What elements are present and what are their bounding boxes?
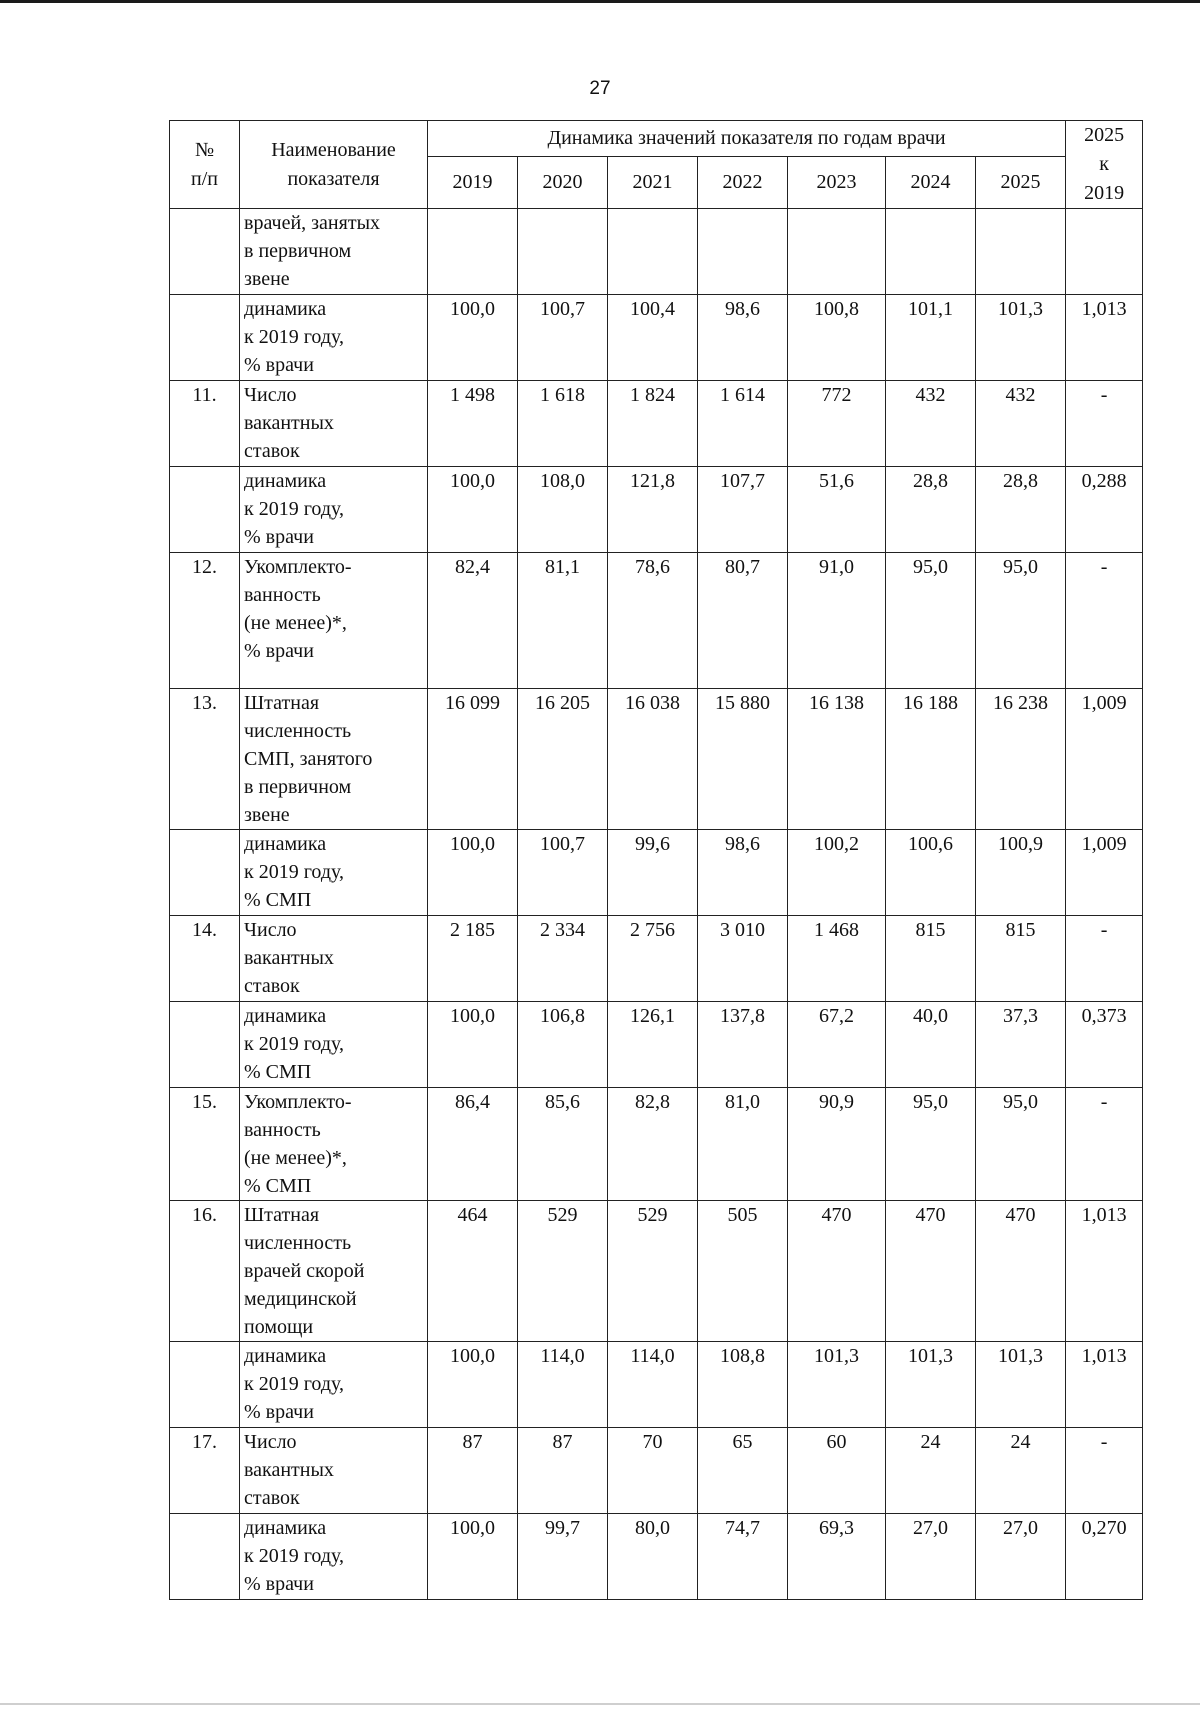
year-value: 432 [976,381,1066,467]
year-value: 95,0 [886,1088,976,1201]
year-value: 100,0 [428,295,518,381]
ratio-value [1066,209,1143,295]
year-value: 1 498 [428,381,518,467]
year-value: 100,4 [608,295,698,381]
indicator-name-line: Число [244,384,297,406]
year-value: 100,8 [788,295,886,381]
indicator-name [240,830,428,916]
year-value: 15 880 [698,689,788,830]
year-value: 470 [886,1201,976,1342]
page-top-rule [0,0,1200,3]
indicator-name [240,467,428,553]
indicator-name-line: динамика [244,470,327,492]
year-value: 82,4 [428,553,518,689]
year-value: 100,0 [428,1514,518,1600]
indicator-table [169,120,1143,1600]
year-value: 126,1 [608,1002,698,1088]
ratio-value: - [1066,916,1143,1002]
table-row [170,689,1143,830]
table-row [170,830,1143,916]
indicator-name-line: динамика [244,833,327,855]
indicator-name-line: к 2019 году, [244,1545,345,1567]
year-value: 470 [976,1201,1066,1342]
indicator-name [240,1428,428,1514]
indicator-name-line: Штатная [244,692,320,714]
ratio-value: 0,270 [1066,1514,1143,1600]
header-year: 2019 [428,157,518,209]
indicator-name [240,1088,428,1201]
header-name-col: Наименование показателя [240,121,428,209]
indicator-name [240,381,428,467]
year-value: 100,0 [428,467,518,553]
year-value: 101,3 [976,1342,1066,1428]
table-row [170,467,1143,553]
table-row [170,1428,1143,1514]
year-value: 87 [428,1428,518,1514]
year-value: 28,8 [976,467,1066,553]
year-value: 101,1 [886,295,976,381]
indicator-name-line: вакантных [244,947,334,969]
indicator-name-line: звене [244,804,290,826]
year-value: 78,6 [608,553,698,689]
indicator-name-line: динамика [244,298,327,320]
year-value: 106,8 [518,1002,608,1088]
page-number: 27 [589,78,611,99]
year-value: 101,3 [886,1342,976,1428]
year-value: 99,7 [518,1514,608,1600]
indicator-name-line: численность [244,1232,352,1254]
year-value: 529 [608,1201,698,1342]
year-value: 91,0 [788,553,886,689]
ratio-value: 1,013 [1066,1342,1143,1428]
year-value: 107,7 [698,467,788,553]
indicator-name-line: % СМП [244,889,312,911]
indicator-name-line: в первичном [244,240,352,262]
indicator-name-line: ставок [244,1487,300,1509]
year-value: 98,6 [698,830,788,916]
indicator-name-line: динамика [244,1345,327,1367]
year-value: 101,3 [788,1342,886,1428]
row-number: 15. [170,1088,240,1201]
year-value: 85,6 [518,1088,608,1201]
header-year: 2022 [698,157,788,209]
year-value [886,209,976,295]
year-value: 100,2 [788,830,886,916]
indicator-name [240,1342,428,1428]
indicator-name-line: врачей скорой [244,1260,365,1282]
row-number: 11. [170,381,240,467]
ratio-value: - [1066,381,1143,467]
year-value: 2 756 [608,916,698,1002]
year-value: 3 010 [698,916,788,1002]
year-value: 67,2 [788,1002,886,1088]
year-value: 100,0 [428,830,518,916]
table-row [170,1342,1143,1428]
year-value: 100,0 [428,1002,518,1088]
indicator-name-line: динамика [244,1005,327,1027]
year-value: 1 468 [788,916,886,1002]
year-value: 1 614 [698,381,788,467]
indicator-name [240,1514,428,1600]
row-number [170,830,240,916]
table-header [170,121,1143,209]
year-value: 100,7 [518,830,608,916]
year-value: 16 188 [886,689,976,830]
year-value: 81,0 [698,1088,788,1201]
year-value: 28,8 [886,467,976,553]
year-value: 1 824 [608,381,698,467]
year-value: 2 334 [518,916,608,1002]
year-value: 24 [976,1428,1066,1514]
year-value: 24 [886,1428,976,1514]
year-value: 95,0 [976,1088,1066,1201]
indicator-name-line: Укомплекто- [244,556,352,578]
table-row [170,916,1143,1002]
year-value: 2 185 [428,916,518,1002]
indicator-name-line: к 2019 году, [244,1373,345,1395]
header-year: 2025 [976,157,1066,209]
indicator-name-line: помощи [244,1316,314,1338]
year-value: 16 205 [518,689,608,830]
indicator-name [240,1201,428,1342]
indicator-name-line: (не менее)*, [244,1147,347,1169]
year-value: 80,7 [698,553,788,689]
header-year: 2020 [518,157,608,209]
year-value: 82,8 [608,1088,698,1201]
year-value: 101,3 [976,295,1066,381]
indicator-name-line: (не менее)*, [244,612,347,634]
header-ratio-col: 2025 к 2019 [1066,121,1143,209]
year-value: 529 [518,1201,608,1342]
indicator-name-line: % СМП [244,1175,312,1197]
year-value [976,209,1066,295]
year-value: 95,0 [886,553,976,689]
indicator-name-line: Число [244,919,297,941]
indicator-name-line: звене [244,268,290,290]
indicator-name-line: Укомплекто- [244,1091,352,1113]
indicator-name-line: % врачи [244,354,314,376]
indicator-name-line: % СМП [244,1061,312,1083]
indicator-name-line: ванность [244,1119,321,1141]
row-number [170,209,240,295]
year-value: 100,6 [886,830,976,916]
ratio-value: 0,373 [1066,1002,1143,1088]
indicator-name [240,295,428,381]
ratio-value: - [1066,1428,1143,1514]
year-value: 815 [976,916,1066,1002]
year-value: 16 238 [976,689,1066,830]
year-value: 470 [788,1201,886,1342]
year-value [788,209,886,295]
indicator-name-line: ставок [244,975,300,997]
year-value: 100,9 [976,830,1066,916]
ratio-value: 0,288 [1066,467,1143,553]
year-value: 27,0 [886,1514,976,1600]
header-group-title: Динамика значений показателя по годам врачи [428,121,1066,157]
indicator-name-line: % врачи [244,640,314,662]
year-value: 464 [428,1201,518,1342]
year-value: 80,0 [608,1514,698,1600]
year-value: 74,7 [698,1514,788,1600]
year-value: 90,9 [788,1088,886,1201]
header-year: 2021 [608,157,698,209]
year-value: 86,4 [428,1088,518,1201]
indicator-name-line: к 2019 году, [244,498,345,520]
year-value: 99,6 [608,830,698,916]
table-row [170,295,1143,381]
year-value [428,209,518,295]
year-value: 100,0 [428,1342,518,1428]
year-value: 432 [886,381,976,467]
indicator-name-line: медицинской [244,1288,357,1310]
indicator-name-line: СМП, занятого [244,748,373,770]
row-number: 12. [170,553,240,689]
indicator-name-line: к 2019 году, [244,1033,345,1055]
year-value [518,209,608,295]
year-value [608,209,698,295]
year-value: 100,7 [518,295,608,381]
year-value: 87 [518,1428,608,1514]
year-value: 772 [788,381,886,467]
indicator-name [240,916,428,1002]
indicator-name-line: ставок [244,440,300,462]
year-value: 114,0 [518,1342,608,1428]
table-row [170,1088,1143,1201]
year-value: 81,1 [518,553,608,689]
year-value: 137,8 [698,1002,788,1088]
header-year: 2023 [788,157,886,209]
year-value: 114,0 [608,1342,698,1428]
table-row [170,1201,1143,1342]
row-number [170,1514,240,1600]
ratio-value: 1,009 [1066,830,1143,916]
year-value [698,209,788,295]
indicator-name-line: вакантных [244,412,334,434]
ratio-value: 1,013 [1066,1201,1143,1342]
indicator-name-line: численность [244,720,352,742]
year-value: 95,0 [976,553,1066,689]
year-value: 108,0 [518,467,608,553]
year-value: 121,8 [608,467,698,553]
year-value: 40,0 [886,1002,976,1088]
indicator-name-line: в первичном [244,776,352,798]
indicator-name-line: Число [244,1431,297,1453]
indicator-name-line: к 2019 году, [244,861,345,883]
indicator-name-line: к 2019 году, [244,326,345,348]
row-number: 13. [170,689,240,830]
indicator-name [240,553,428,689]
indicator-name-line: % врачи [244,1401,314,1423]
row-number [170,295,240,381]
row-number [170,1342,240,1428]
table-row [170,553,1143,689]
indicator-name [240,209,428,295]
year-value: 98,6 [698,295,788,381]
year-value: 60 [788,1428,886,1514]
indicator-name-line: динамика [244,1517,327,1539]
year-value: 69,3 [788,1514,886,1600]
year-value: 16 099 [428,689,518,830]
table-row [170,381,1143,467]
row-number [170,1002,240,1088]
indicator-name-line: врачей, занятых [244,212,381,234]
year-value: 16 138 [788,689,886,830]
year-value: 505 [698,1201,788,1342]
ratio-value: 1,009 [1066,689,1143,830]
year-value: 108,8 [698,1342,788,1428]
year-value: 1 618 [518,381,608,467]
row-number: 16. [170,1201,240,1342]
table-body [170,209,1143,1600]
ratio-value: 1,013 [1066,295,1143,381]
table-row [170,1514,1143,1600]
indicator-name [240,1002,428,1088]
page-bottom-rule [0,1703,1200,1705]
indicator-name-line: Штатная [244,1204,320,1226]
indicator-name-line: вакантных [244,1459,334,1481]
ratio-value: - [1066,553,1143,689]
year-value: 70 [608,1428,698,1514]
indicator-name-line: % врачи [244,1573,314,1595]
row-number [170,467,240,553]
year-value: 37,3 [976,1002,1066,1088]
year-value: 51,6 [788,467,886,553]
row-number: 14. [170,916,240,1002]
header-year: 2024 [886,157,976,209]
year-value: 27,0 [976,1514,1066,1600]
indicator-name-line: % врачи [244,526,314,548]
ratio-value: - [1066,1088,1143,1201]
indicator-name [240,689,428,830]
header-number-col: № п/п [170,121,240,209]
year-value: 815 [886,916,976,1002]
year-value: 65 [698,1428,788,1514]
table-row [170,209,1143,295]
year-value: 16 038 [608,689,698,830]
indicator-name-line: ванность [244,584,321,606]
table-row [170,1002,1143,1088]
row-number: 17. [170,1428,240,1514]
